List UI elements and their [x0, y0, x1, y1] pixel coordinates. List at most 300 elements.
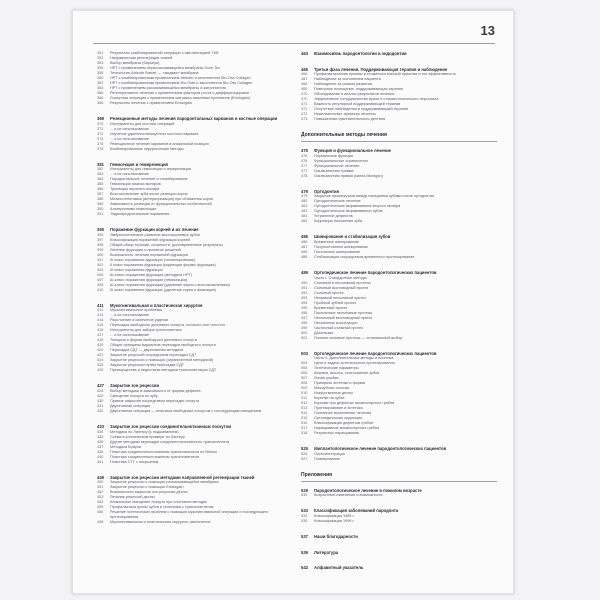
- toc-entry-title: Дисклюзия: [314, 330, 334, 335]
- toc-entry-title: Поражение фуркации корней и их лечение: [110, 227, 199, 233]
- toc-page-number: 507: [301, 376, 308, 381]
- toc-page-number: 517: [301, 426, 308, 431]
- toc-left-column: [97, 51, 293, 535]
- toc-entry: [97, 520, 293, 525]
- toc-entry-title: Мукогингивальные проблемы: [110, 308, 163, 313]
- toc-section: [97, 383, 293, 414]
- toc-page-number: 453: [97, 495, 104, 500]
- toc-page-number: 437: [97, 444, 104, 449]
- toc-page-number: 440: [97, 454, 104, 459]
- toc-page-number: 434: [97, 429, 104, 434]
- toc-entry-title: Устранение дефектов: [314, 214, 353, 219]
- toc-entry-title: Толщина и форма свободного десневого лоскута: [110, 338, 197, 343]
- toc-page-number: 430: [97, 398, 104, 403]
- toc-page-number: 477: [301, 163, 308, 168]
- toc-page-number: 482: [301, 209, 308, 214]
- toc-page-number: 374: [97, 136, 104, 141]
- toc-page-number: 466: [301, 72, 308, 77]
- toc-entry: [97, 409, 293, 414]
- toc-page-number: 512: [301, 401, 308, 406]
- toc-page-number: 468: [301, 82, 308, 87]
- toc-page-number: 366: [97, 91, 104, 95]
- toc-page-number: 542: [301, 565, 308, 571]
- toc-page-number: 492: [301, 290, 308, 295]
- toc-page-number: 479: [301, 194, 308, 199]
- toc-entry-title: Наблюдение за состоянием пациента: [314, 77, 381, 82]
- toc-entry-title: Выбор мембраны (барьера): [110, 61, 160, 65]
- toc-page-number: 504: [301, 361, 308, 366]
- toc-page-number: 493: [301, 295, 308, 300]
- toc-entry-title: Имплантологическое лечение пародонтологических пациентов: [314, 446, 447, 452]
- toc-entry-title: Искусственные десны: [314, 391, 353, 396]
- toc-entry-title: Пробный зубной протез: [314, 300, 356, 305]
- toc-entry-title: Постоянные несъемные протезы: [314, 310, 373, 315]
- toc-page-number: 351: [97, 51, 104, 55]
- toc-entry-title: Закрытие рецессии с помощью (ограниченной методикой): [110, 358, 213, 363]
- toc-right-column: [301, 51, 497, 581]
- toc-entry: [97, 101, 293, 106]
- toc-entry-title: Возрастные изменения и возможности: [314, 493, 383, 498]
- toc-section: [97, 51, 293, 106]
- toc-entry-title: Выбор методики в зависимости от формы дефекта: [110, 388, 201, 393]
- toc-entry-title: Эстетические параметры: [314, 366, 359, 371]
- toc-entry-title: Несъемные конструкции: [314, 320, 358, 325]
- toc-page-number: 416: [97, 328, 104, 333]
- toc-entry-title: Возможности закрытия зон рецессии десны: [110, 490, 188, 495]
- toc-entry-title: Лечение фуркации и принятие решений: [110, 247, 181, 252]
- toc-page-number: 438: [97, 449, 104, 454]
- toc-page-number: 355: [97, 66, 104, 70]
- toc-entry-title: Инструменты для забора трансплантата: [110, 328, 182, 333]
- toc-page-number: 382: [97, 167, 104, 172]
- toc-page-number: 494: [301, 300, 308, 305]
- toc-entry-title: Полупостоянное шинирование: [314, 244, 369, 249]
- toc-entry-title: Гемисекция нижних моляров: [110, 182, 161, 187]
- toc-page-number: 511: [301, 396, 308, 401]
- toc-page-number: 458: [97, 520, 104, 525]
- toc-entry-title: Классификация 1999 г.: [314, 518, 355, 523]
- toc-page-number: 487: [301, 244, 308, 249]
- toc-page-number: 420: [97, 348, 104, 353]
- toc-entry-title: Ортодонтическое выравнивание зубов: [314, 209, 383, 214]
- toc-entry-title: ... и их использование: [110, 313, 149, 318]
- toc-page-number: 428: [97, 388, 104, 393]
- toc-entry-title: Линия улыбки: [314, 376, 339, 381]
- toc-entry-title: Смещение лоскута по зубу: [110, 393, 158, 398]
- toc-section: [301, 446, 497, 462]
- toc-page-number: 495: [301, 305, 308, 310]
- toc-section: [301, 51, 497, 57]
- toc-page-number: 364: [97, 86, 104, 90]
- toc-entry-title: Методика по Лангеру (с подшиванием): [110, 429, 179, 434]
- toc-entry-title: Временный протез: [314, 305, 348, 310]
- toc-entry-title: Преимущества и недостатки методики трансплантации СДТ: [110, 368, 217, 373]
- toc-page-number: 515: [301, 416, 308, 421]
- toc-page-number: 513: [301, 406, 308, 411]
- book-page: [72, 10, 514, 594]
- toc-page-number: 469: [301, 87, 308, 92]
- toc-page-number: 509: [301, 386, 308, 391]
- toc-entry: [301, 519, 497, 524]
- part-heading: Приложения: [301, 472, 497, 482]
- toc-entry-title: Двухэтапная операция: [110, 403, 151, 408]
- toc-entry-title: Результаты комбинированной операции с имплантацией ТКФ: [110, 51, 219, 55]
- toc-page-number: 463: [301, 51, 308, 56]
- toc-page-number: 503: [301, 350, 308, 356]
- toc-entry-title: Возможность лечения поражений фуркации: [110, 252, 188, 257]
- toc-entry-title: Результаты лечения с применением Emdogain: [110, 101, 192, 105]
- toc-page-number: 376: [97, 141, 104, 146]
- toc-entry-title: Профилактика кроны зубов в сочетании с трансплантатом: [110, 505, 214, 510]
- toc-page-number: 467: [301, 77, 308, 82]
- toc-entry-title: II класс поражения фуркации (коррекция формы фуркации): [110, 262, 216, 267]
- page-number: 13: [480, 23, 495, 38]
- toc-entry-title: Цели и задачи эстетического протезирования: [314, 361, 395, 366]
- toc-page-number: 360: [97, 76, 104, 80]
- toc-page-number: 496: [301, 310, 308, 315]
- toc-entry-title: Восстановление зуба после резекции корня: [110, 192, 188, 197]
- toc-page-number: 470: [301, 92, 308, 97]
- toc-entry: [301, 457, 497, 462]
- toc-page-number: 371: [97, 126, 104, 131]
- toc-entry-title: Ортопедические коррекции: [314, 416, 363, 421]
- toc-page-number: 388: [97, 197, 104, 202]
- toc-entry-title: Другие методики пересадки соединительнотканного трансплантата: [110, 439, 230, 444]
- toc-page-number: 386: [97, 187, 104, 192]
- toc-entry-title: ... и их использование: [110, 172, 149, 177]
- toc-entry-title: Временное шинирование: [314, 239, 359, 244]
- toc-entry-title: Решение эстетических проблем с помощью мукогингивальной операции и последующего протезирования: [110, 510, 269, 520]
- toc-entry-title: Зависимость резекции от функциональных особенностей: [110, 202, 212, 207]
- toc-entry-title: Расслоение и иссечение уздечки: [110, 318, 169, 323]
- toc-entry-title: Эндопародонтальные поражения: [110, 212, 170, 217]
- toc-page-number: 431: [97, 403, 104, 408]
- toc-entry-title: Ортопедическое лечение пародонтологических пациентов: [314, 350, 437, 356]
- toc-entry-title: Профилактические приемы в стоматологической практике и его эффективность: [314, 72, 456, 77]
- toc-page-number: 454: [97, 500, 104, 505]
- toc-section: [301, 189, 497, 225]
- toc-entry-title: Изучение удаления межзубного костного кармана: [110, 131, 199, 136]
- toc-section: [97, 116, 293, 152]
- toc-page-number: 410: [97, 287, 104, 292]
- toc-page-number: 436: [97, 439, 104, 444]
- toc-page-number: 537: [301, 533, 308, 539]
- toc-entry-title: Нормальные функции: [314, 153, 354, 158]
- toc-page-number: 398: [97, 242, 104, 247]
- toc-page-number: 384: [97, 177, 104, 182]
- toc-entry-title: Отсутствие наблюдения в поддерживающей терапии: [314, 107, 409, 112]
- toc-page-number: 450: [97, 480, 104, 485]
- toc-entry-title: Двухэтапная операция — пластика свободным лоскутом с последующим смещением: [110, 408, 262, 413]
- toc-page-number: 506: [301, 371, 308, 376]
- toc-entry-title: Наращивание альвеолярного гребня: [314, 426, 380, 431]
- toc-page-number: 425: [97, 363, 104, 368]
- toc-entry-title: Пародонтальное лечение и пломбирование: [110, 177, 188, 182]
- toc-section: [97, 162, 293, 218]
- toc-entry-title: Частичный съемный протез: [314, 325, 364, 330]
- toc-entry: [97, 510, 293, 520]
- toc-page-number: 539: [301, 549, 308, 555]
- toc-entry-title: Трисекция верхнего моляра: [110, 187, 160, 192]
- toc-page-number: 505: [301, 366, 308, 371]
- toc-entry-title: Мезиостенотомия (антериоризация) при обнажении корня: [110, 197, 214, 202]
- toc-page-number: 486: [301, 239, 308, 244]
- toc-page-number: 383: [97, 172, 104, 177]
- toc-entry-title: III класс поражения фуркации (удаление корня и фиксация): [110, 287, 216, 292]
- toc-entry: [97, 288, 293, 293]
- toc-entry: [301, 255, 497, 260]
- toc-page-number: 535: [301, 518, 308, 523]
- toc-entry: [301, 174, 497, 179]
- toc-page-number: 514: [301, 411, 308, 416]
- toc-entry-title: Ш-класс поражения фуркации (гемисекция): [110, 277, 188, 282]
- toc-entry-title: Классификация дефектов гребня: [314, 421, 374, 426]
- toc-page-number: 407: [97, 277, 104, 282]
- toc-entry-title: Постоянное шинирование: [314, 249, 361, 254]
- toc-section: [301, 550, 497, 556]
- toc-page-number: 484: [301, 219, 308, 224]
- toc-entry-title: Взаимосвязь пародонтологии и эндодонтии: [314, 51, 407, 56]
- toc-entry-title: Методика Брауна: [110, 444, 141, 449]
- toc-page-number: 525: [301, 446, 308, 452]
- toc-entry-title: Альтернативы гемисекции: [110, 207, 157, 212]
- toc-entry: [97, 212, 293, 217]
- page-header: [93, 23, 495, 44]
- toc-entry-title: Наши благодарности: [314, 533, 358, 539]
- toc-page-number: 389: [97, 202, 104, 207]
- toc-entry-title: Закрытие рецессии путём пересадки СДТ: [110, 363, 184, 368]
- toc-entry-title: Алфавитный указатель: [314, 565, 364, 571]
- toc-entry-title: Съемный и несъемный протезы: [314, 280, 371, 285]
- toc-page-number: 429: [97, 393, 104, 398]
- toc-entry-title: Эмбриологическое развитие многокорневых зубов: [110, 232, 200, 237]
- toc-entry-title: Непрямой несъемный протез: [314, 295, 366, 300]
- toc-page-number: 369: [97, 116, 104, 121]
- toc-page-number: 472: [301, 112, 308, 117]
- toc-page-number: 526: [301, 451, 308, 456]
- toc-section: [301, 351, 497, 437]
- toc-page-number: 485: [301, 234, 308, 240]
- toc-page-number: 402: [97, 262, 104, 267]
- toc-entry-title: Протезирование и эстетика: [314, 406, 363, 411]
- toc-page-number: 451: [97, 485, 104, 490]
- toc-page-number: 417: [97, 333, 104, 338]
- toc-page-number: 497: [301, 315, 308, 320]
- toc-page-number: 419: [97, 343, 104, 348]
- toc-entry-title: Технология Atrisorb Barrier — «жидкая» мембрана: [110, 71, 199, 75]
- toc-chapter-entry: [301, 51, 497, 57]
- toc-page-number: 385: [97, 182, 104, 187]
- toc-section: [301, 488, 497, 499]
- toc-entry-title: Важность регулярной поддерживающей терапии: [314, 102, 401, 107]
- toc-entry-title: Регенеративное лечение с применением факторов роста и дифференцировки: [110, 91, 249, 95]
- toc-page-number: 408: [97, 282, 104, 287]
- toc-page-number: 480: [301, 199, 308, 204]
- toc-entry-title: Межзубные сосочки: [314, 386, 350, 391]
- toc-entry: [301, 117, 497, 122]
- toc-page-number: 381: [97, 161, 104, 167]
- toc-chapter-entry: [301, 550, 497, 556]
- toc-entry-title: Резекционное лечение карманов в апикальной позиции: [110, 141, 209, 146]
- toc-page-number: 362: [97, 81, 104, 85]
- toc-entry-title: Закрытие зон рецессии соединительнотканным лоскутом: [110, 423, 232, 429]
- toc-section: [301, 67, 497, 123]
- toc-entry-title: Окклюзионная правка (каппа Michigan): [314, 173, 383, 178]
- toc-entry-title: Нежелательные эффекты лечения: [314, 112, 376, 117]
- toc-entry-title: Ортодонтическое лечение: [314, 199, 361, 204]
- toc-entry-title: Пластика соединительнотканным трансплантатом: [110, 454, 200, 459]
- toc-entry-title: Закрытие промежутков между передними зубами после ортодонтии: [314, 194, 435, 199]
- toc-entry-title: Классификация 1989 г.: [314, 513, 355, 518]
- toc-entry-title: Коронки на зубах: [314, 396, 345, 401]
- toc-entry-title: Направленная регенерация тканей: [110, 56, 173, 60]
- toc-page-number: 395: [97, 227, 104, 233]
- toc-entry-title: Поэтапное выполнение лечения: [314, 411, 372, 416]
- toc-page-number: 370: [97, 121, 104, 126]
- toc-page-number: 424: [97, 358, 104, 363]
- toc-page-number: 527: [301, 456, 308, 461]
- toc-entry-title: Функциональные ограничения: [314, 158, 368, 163]
- toc-page-number: 465: [301, 66, 308, 72]
- toc-page-number: 510: [301, 391, 308, 396]
- toc-entry: [97, 147, 293, 152]
- toc-page-number: 475: [301, 148, 308, 154]
- toc-entry-title: Инструменты для гемисекции и гемирезекции: [110, 167, 191, 172]
- toc-page-number: 387: [97, 192, 104, 197]
- toc-page-number: 499: [301, 325, 308, 330]
- toc-entry-title: Пародонтологическое лечение в пожилом возрасте: [314, 487, 422, 493]
- toc-page-number: 418: [97, 338, 104, 343]
- toc-entry-title: Повторное посещение, поддерживающая терапия: [314, 87, 403, 92]
- toc-page-number: 366: [97, 96, 104, 100]
- toc-entry-title: Резекционные методы лечения пародонтальных карманов и костные операции: [110, 116, 278, 121]
- toc-entry-title: Ш-класс поражения фуркации (методика НРТ): [110, 272, 192, 277]
- toc-entry: [301, 219, 497, 224]
- toc-entry-title: Функция и функциональное лечение: [314, 148, 391, 154]
- toc-section: [97, 227, 293, 293]
- toc-entry-title: Гемисекция и гемирезекция: [110, 161, 168, 167]
- toc-entry-title: Ш-класс поражения фуркации (удаление корня с восстановлением): [110, 282, 230, 287]
- toc-section: [301, 270, 497, 341]
- toc-entry-title: Общий обзор терапии, сложности, долговременные результаты: [110, 242, 223, 247]
- toc-entry-title: Классификация поражений фуркации корней: [110, 237, 191, 242]
- toc-entry-title: Коррекция положения зуба: [314, 219, 362, 224]
- toc-page-number: 471: [301, 107, 308, 112]
- toc-entry-title: ... и их использование: [110, 333, 149, 338]
- toc-page-number: 412: [97, 308, 104, 313]
- toc-entry: [301, 336, 497, 341]
- toc-entry-title: Планирование: [314, 456, 340, 461]
- toc-page-number: 489: [301, 269, 308, 275]
- toc-entry-title: III класс поражения фуркации: [110, 267, 163, 272]
- toc-entry-title: Закрытие рецессии с помощью Emdogain: [110, 485, 184, 490]
- toc-page-number: 426: [97, 368, 104, 373]
- toc-entry-title: Наблюдение за риском развития: [314, 82, 373, 87]
- toc-page-number: 478: [301, 173, 308, 178]
- toc-entry-title: Пересадка свободного десневого лоскута, плоского или толстого: [110, 323, 226, 328]
- toc-page-number: 455: [97, 505, 104, 510]
- toc-entry-title: Коронки при дефектах альвеолярного гребня: [314, 401, 395, 406]
- toc-page-number: 456: [97, 510, 104, 515]
- toc-entry-title: Прямое закрытие посредством пересадки лоскута: [110, 398, 200, 403]
- toc-entry-title: Функциональное лечение: [314, 163, 360, 168]
- toc-entry-title: Пластика СТТ с покрытием: [110, 459, 159, 464]
- toc-entry: [301, 431, 497, 436]
- toc-entry-title: Закрытие рецессии с помощью рассасывающейся мембраны: [110, 480, 219, 485]
- toc-page-number: 488: [301, 249, 308, 254]
- toc-page-number: 411: [97, 302, 104, 308]
- toc-section: [97, 475, 293, 526]
- toc-page-number: 406: [97, 272, 104, 277]
- toc-entry-title: НРТ с применением нерассасывающейся мембраны Gore-Tex: [110, 66, 221, 70]
- toc-entry-title: Закрытие зон рецессии: [110, 383, 160, 389]
- toc-page-number: 399: [97, 247, 104, 252]
- toc-page-number: 471: [301, 102, 308, 107]
- toc-page-number: 390: [97, 207, 104, 212]
- toc-entry-title: Апикальное смещение лоскута при сочетании методик: [110, 500, 207, 505]
- toc-page-number: 401: [97, 257, 104, 262]
- toc-page-number: 400: [97, 252, 104, 257]
- toc-entry: [301, 493, 497, 498]
- toc-page-number: 491: [301, 285, 308, 290]
- toc-page-number: 397: [97, 237, 104, 242]
- toc-page-number: 352: [97, 56, 104, 60]
- toc-page-number: 500: [301, 330, 308, 335]
- toc-entry-title: Несъемный мостовидный протез: [314, 315, 373, 320]
- toc-page-number: 449: [97, 474, 104, 480]
- toc-entry-title: Полные съемные протезы — оптимальный выбор: [314, 335, 403, 340]
- toc-page-number: 413: [97, 313, 104, 318]
- toc-page-number: 529: [301, 487, 308, 493]
- toc-entry-title: Мукогингивальная и пластическая хирургия: [110, 302, 203, 308]
- toc-page-number: 508: [301, 381, 308, 386]
- toc-entry-title: Ортодонтическое выравнивание второго моляра: [314, 204, 401, 209]
- toc-entry-title: Часть II. Дополнительные методы и эстетика: [314, 356, 394, 361]
- toc-page-number: 432: [97, 408, 104, 413]
- toc-entry-title: Ортопедическое лечение пародонтологических пациентов: [314, 269, 437, 275]
- toc-page-number: 404: [97, 267, 104, 272]
- toc-entry-title: Съемный протез: [314, 290, 344, 295]
- toc-page-number: 477: [301, 168, 308, 173]
- toc-page-number: 490: [301, 280, 308, 285]
- toc-page-number: 396: [97, 232, 104, 237]
- toc-page-number: 378: [97, 146, 104, 151]
- toc-entry-title: Стабилизация посредством временного протезирования: [314, 254, 415, 259]
- toc-chapter-entry: [301, 565, 497, 571]
- toc-page-number: 441: [97, 459, 104, 464]
- toc-entry-title: Окклюзионная травма: [314, 168, 354, 173]
- toc-entry-title: Комбинированные хирургические методы: [110, 146, 184, 151]
- toc-entry-title: Обследование и анализ результатов лечения: [314, 92, 395, 97]
- toc-page-number: 488: [301, 254, 308, 259]
- toc-entry-title: Лечение рецессий десны: [110, 495, 155, 500]
- toc-page-number: 533: [301, 508, 308, 514]
- toc-page-number: 530: [301, 493, 308, 498]
- toc-page-number: 427: [97, 383, 104, 389]
- toc-page-number: 414: [97, 318, 104, 323]
- toc-page-number: 368: [97, 101, 104, 105]
- toc-page-number: 479: [301, 188, 308, 194]
- toc-section: [301, 508, 497, 524]
- toc-entry-title: Мукогингивальная и пластическая хирургия: заключение: [110, 520, 211, 525]
- toc-entry-title: ... и их использование: [110, 136, 149, 141]
- toc-page-number: 501: [301, 335, 308, 340]
- toc-entry-title: НРТ с комбинированным применением Atrisorb и заполнителя Bio-Oss Collagen: [110, 76, 251, 80]
- toc-entry-title: Результаты наращивания: [314, 431, 360, 436]
- toc-entry-title: Общие принципы вариантов пересадки свободного лоскута: [110, 343, 216, 348]
- toc-page-number: 435: [97, 434, 104, 439]
- toc-section: [301, 534, 497, 540]
